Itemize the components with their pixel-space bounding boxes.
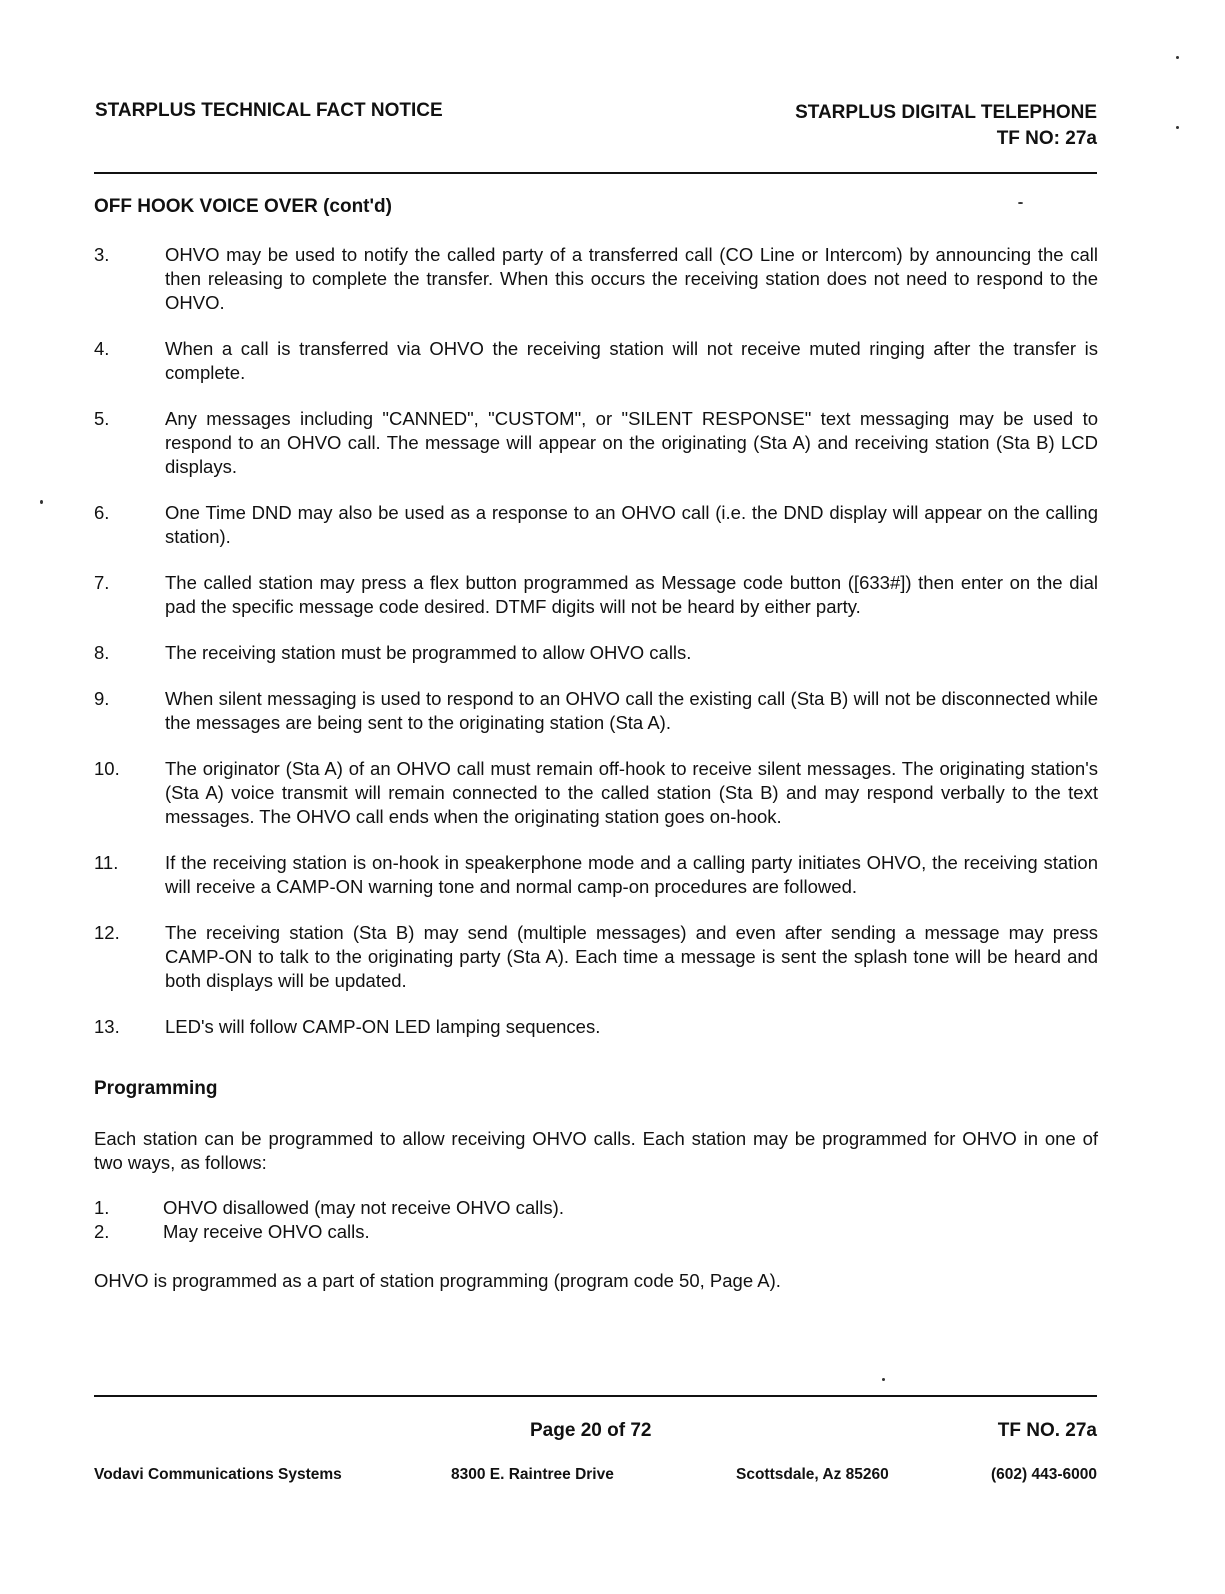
item-number: 11. [94,852,119,873]
item-text: When silent messaging is used to respond to an OHVO call the existing call (Sta B) will not be disconnected while the messages are being sent to the originating station (Sta A). [165,688,1098,733]
list-item [94,1015,1098,1039]
footer-divider [94,1395,1097,1397]
item-text: The originator (Sta A) of an OHVO call must remain off-hook to receive silent messages. The originating station's (Sta A) voice transmit will remain connected to the called station (Sta B) and may respond verbally to the text messages. The OHVO call ends when the originating station goes on-hook. [165,758,1098,827]
notes-list [94,243,1098,1061]
item-number: 6. [94,502,110,523]
scan-speck [1176,126,1179,129]
option-number: 2. [94,1221,110,1242]
item-number: 10. [94,758,120,779]
item-number: 5. [94,408,110,429]
header-left-title: STARPLUS TECHNICAL FACT NOTICE [95,100,443,121]
section-title: OFF HOOK VOICE OVER (cont'd) [94,196,392,217]
list-item [94,641,1098,665]
list-item [94,407,1098,479]
item-number: 13. [94,1016,120,1037]
scan-speck [1176,56,1179,59]
option-text: May receive OHVO calls. [163,1221,370,1242]
option-number: 1. [94,1197,110,1218]
page-number: Page 20 of 72 [530,1420,652,1441]
item-number: 9. [94,688,110,709]
item-text: Any messages including "CANNED", "CUSTOM", or "SILENT RESPONSE" text messaging may be used to respond to an OHVO call. The message will appear on the originating (Sta A) and receiving station (Sta B) LCD displays. [165,408,1098,477]
list-item [94,687,1098,735]
item-text: The called station may press a flex button programmed as Message code button ([633#]) then enter on the dial pad the specific message code desired. DTMF digits will not be heard by either party. [165,572,1098,617]
footer-address: 8300 E. Raintree Drive [451,1466,614,1483]
list-item [94,571,1098,619]
programming-options [94,1196,1098,1244]
item-number: 7. [94,572,110,593]
item-number: 12. [94,922,120,943]
footer-city: Scottsdale, Az 85260 [736,1466,889,1483]
scan-speck [40,500,43,504]
item-text: The receiving station (Sta B) may send (multiple messages) and even after sending a message may press CAMP-ON to talk to the originating party (Sta A). Each time a message is sent the splash tone will be heard and both displays will be updated. [165,922,1098,991]
header-tf-number: TF NO: 27a [996,128,1097,149]
header-right [795,100,1097,152]
list-item [94,851,1098,899]
footer-tf-number: TF NO. 27a [997,1420,1097,1441]
programming-option [94,1220,1098,1244]
scan-speck [882,1378,885,1381]
header-divider [94,172,1097,174]
programming-note: OHVO is programmed as a part of station programming (program code 50, Page A). [94,1270,781,1291]
item-text: OHVO may be used to notify the called party of a transferred call (CO Line or Intercom) by announcing the call then releasing to complete the transfer. When this occurs the receiving station does not need to respond to the OHVO. [165,244,1098,313]
list-item [94,501,1098,549]
item-number: 3. [94,244,110,265]
footer-phone: (602) 443-6000 [991,1466,1097,1483]
programming-description: Each station can be programmed to allow receiving OHVO calls. Each station may be programmed for OHVO in one of two ways, as follows: [94,1128,1098,1173]
programming-title: Programming [94,1078,218,1099]
list-item [94,337,1098,385]
item-text: LED's will follow CAMP-ON LED lamping sequences. [165,1016,601,1037]
option-text: OHVO disallowed (may not receive OHVO calls). [163,1197,564,1218]
scan-speck [1018,202,1023,204]
item-text: When a call is transferred via OHVO the receiving station will not receive muted ringing after the transfer is complete. [165,338,1098,383]
item-text: The receiving station must be programmed to allow OHVO calls. [165,642,692,663]
list-item [94,243,1098,315]
item-text: One Time DND may also be used as a response to an OHVO call (i.e. the DND display will appear on the calling station). [165,502,1098,547]
list-item [94,757,1098,829]
item-number: 4. [94,338,110,359]
header-right-title: STARPLUS DIGITAL TELEPHONE [795,102,1097,123]
programming-option [94,1196,1098,1220]
item-number: 8. [94,642,110,663]
item-text: If the receiving station is on-hook in speakerphone mode and a calling party initiates OHVO, the receiving station will receive a CAMP-ON warning tone and normal camp-on procedures are followed. [165,852,1098,897]
footer-company: Vodavi Communications Systems [94,1466,342,1483]
list-item [94,921,1098,993]
